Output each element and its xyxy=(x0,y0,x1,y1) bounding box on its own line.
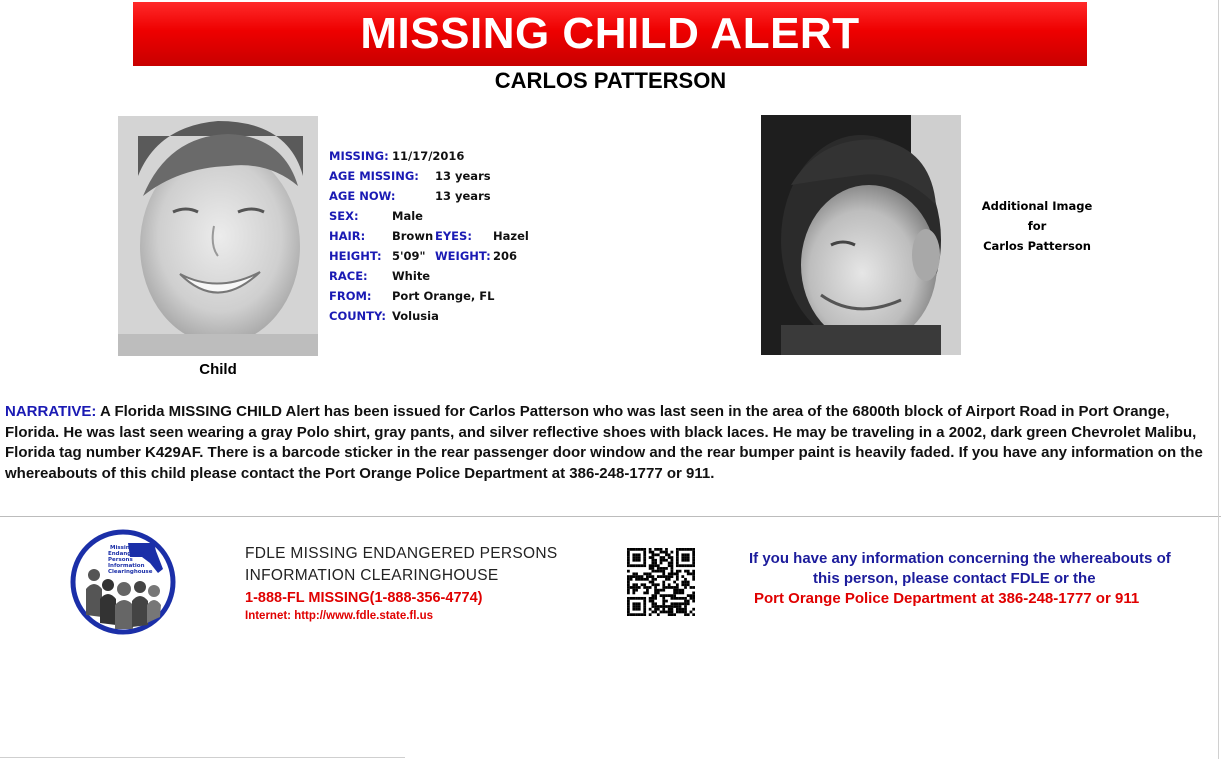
alert-title: MISSING CHILD ALERT xyxy=(360,9,860,58)
page-edge xyxy=(1218,0,1219,759)
contact-notice xyxy=(749,549,1171,609)
child-photo-caption: Child xyxy=(199,361,237,378)
fact-sex xyxy=(329,208,589,228)
child-details xyxy=(329,148,589,328)
fact-label: EYES: xyxy=(435,229,472,243)
fact-value: Brown xyxy=(392,229,434,243)
caption-line: Carlos Patterson xyxy=(983,239,1091,253)
additional-photo xyxy=(761,115,961,355)
fact-label: HEIGHT: xyxy=(329,249,382,263)
fact-age-now xyxy=(329,188,589,208)
fact-value: 13 years xyxy=(435,189,491,203)
fact-value: Port Orange, FL xyxy=(392,289,495,303)
narrative-text: A Florida MISSING CHILD Alert has been issued for Carlos Patterson who was last seen in the area of the 6800th block of Airport Road in Port Orange, Florida. He was last seen wearing a gray Polo shirt, gray pants, and silver reflective shoes with black laces. He may be traveling in a 2002, dark green Chevrolet Malibu, Florida tag number K429AF. There is a barcode sticker in the rear passenger door window and the rear bumper paint is heavily faded. If you have any information on the whereabouts of this child please contact the Port Orange Police Department at 386-248-1777 or 911. xyxy=(5,403,1203,482)
logo-text: Clearinghouse xyxy=(108,569,153,575)
logo-text: Information xyxy=(108,563,145,569)
fact-missing xyxy=(329,148,589,168)
fact-county xyxy=(329,308,589,328)
fact-label: COUNTY: xyxy=(329,309,386,323)
fact-race xyxy=(329,268,589,288)
logo-text: Missing xyxy=(110,545,134,551)
fact-label: WEIGHT: xyxy=(435,249,491,263)
narrative xyxy=(5,402,1205,484)
fact-from xyxy=(329,288,589,308)
fdle-phone: 1-888-FL MISSING(1-888-356-4774) xyxy=(245,590,483,606)
fact-value: 13 years xyxy=(435,169,491,183)
fact-age-missing xyxy=(329,168,589,188)
fact-label: RACE: xyxy=(329,269,368,283)
fact-label: FROM: xyxy=(329,289,372,303)
section-divider xyxy=(0,516,1221,517)
page-bottom-line xyxy=(0,757,405,758)
child-name-heading: CARLOS PATTERSON xyxy=(494,68,727,93)
fact-hair-eyes xyxy=(329,228,589,248)
fdle-clearinghouse-logo xyxy=(70,529,176,635)
fact-label: AGE MISSING: xyxy=(329,169,419,183)
fdle-internet-link[interactable]: Internet: http://www.fdle.state.fl.us xyxy=(245,610,434,622)
fdle-org-line: INFORMATION CLEARINGHOUSE xyxy=(245,567,499,584)
fact-value: Male xyxy=(392,209,423,223)
qr-code[interactable] xyxy=(627,548,695,616)
fact-value: 206 xyxy=(493,249,518,263)
fact-value: White xyxy=(392,269,431,283)
logo-text: Persons xyxy=(108,557,133,563)
additional-photo-caption xyxy=(972,196,1102,256)
contact-line: If you have any information concerning the whereabouts of xyxy=(749,550,1171,567)
fact-height-weight xyxy=(329,248,589,268)
fact-value: Volusia xyxy=(392,309,439,323)
fact-value: Hazel xyxy=(493,229,529,243)
logo-text: Endangered xyxy=(108,551,146,557)
fact-label: HAIR: xyxy=(329,229,366,243)
alert-banner xyxy=(133,2,1087,66)
fact-label: SEX: xyxy=(329,209,359,223)
fact-value: 11/17/2016 xyxy=(392,149,465,163)
fact-value: 5'09" xyxy=(392,249,426,263)
caption-line: Additional Image xyxy=(981,199,1093,213)
caption-line: for xyxy=(1027,219,1047,233)
contact-line-red: Port Orange Police Department at 386-248-1777 or 911 xyxy=(754,590,1140,607)
fact-label: MISSING: xyxy=(329,149,389,163)
fdle-org-line: FDLE MISSING ENDANGERED PERSONS xyxy=(245,545,558,562)
fact-label: AGE NOW: xyxy=(329,189,396,203)
narrative-label: NARRATIVE: xyxy=(5,403,97,420)
child-photo xyxy=(118,116,318,356)
contact-line: this person, please contact FDLE or the xyxy=(813,570,1096,587)
fdle-info xyxy=(245,543,557,624)
